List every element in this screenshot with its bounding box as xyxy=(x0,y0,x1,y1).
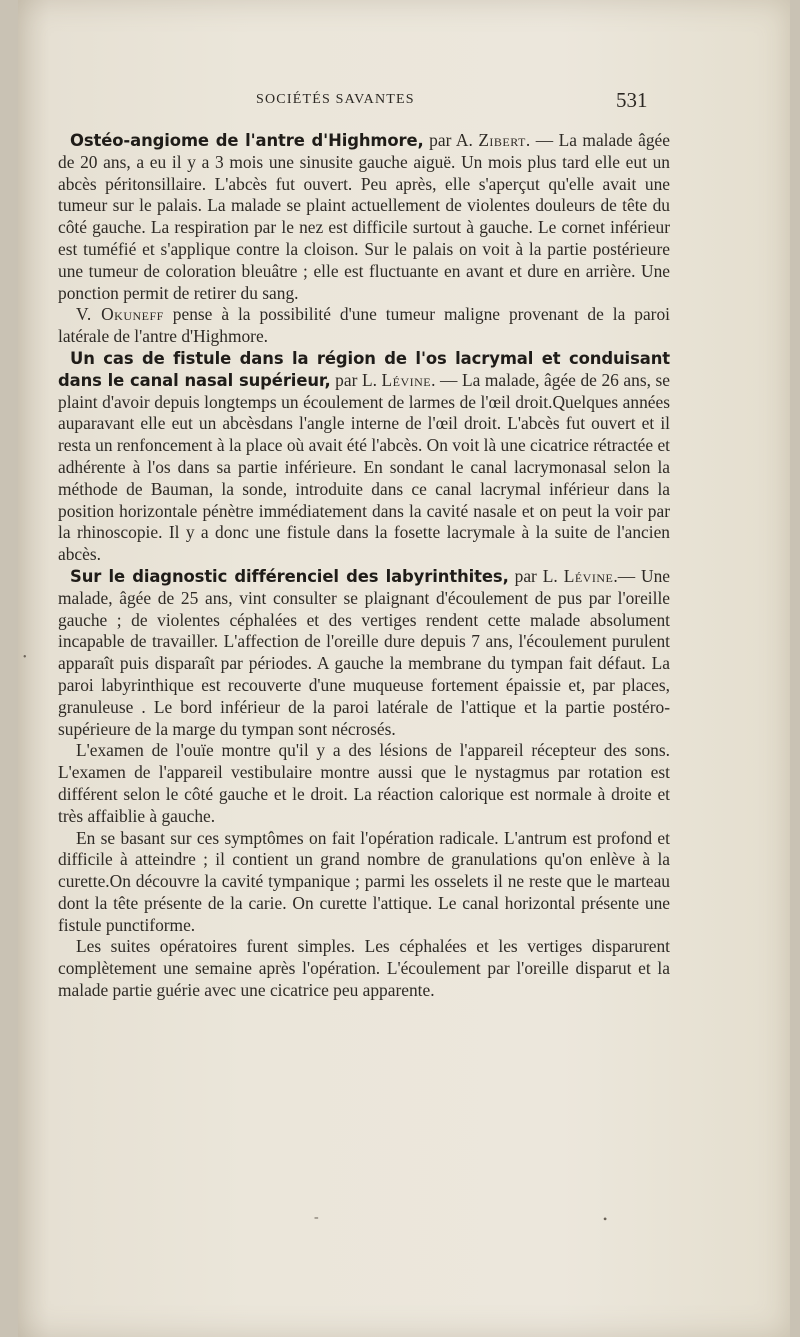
article-text: . — La malade, âgée de 26 ans, se plaint d'avoir depuis longtemps un écoulement de larmes de l'œil droit.Quelques années auparavant elle eut un abcèsdans l'angle interne de l'œil droit. L'abcès fut ouvert et il resta un renfoncement à la place où avait été l'abcès. On voit là une cicatrice rétractée et adhérente à l'os dans sa partie inférieure. En sondant le canal lacrymonasal selon la méthode de Bauman, la sonde, introduite dans ce canal lacrymal inférieur dans la position horizontale pénètre immédiatement dans la cavité nasale et on peut la voir par la rhinoscopie. Il y a donc une fistule dans la fosette lacrymale à la suite de l'ancien abcès. xyxy=(58,369,670,565)
author-prefix: par A. xyxy=(423,130,479,150)
paragraph-operation: En se basant sur ces symptômes on fait l'opération radicale. L'antrum est profond et difficile à atteindre ; il contient un grand nombre de granulations qu'on enlève à la curette.On découvre la cavité tympanique ; parmi les osselets il ne reste que le marteau dont la tête présente de la carie. On curette l'attique. Le canal horizontal présente une fistule punctiforme. xyxy=(58,827,670,935)
paragraph-suites: Les suites opératoires furent simples. Les céphalées et les vertiges disparurent complètement une semaine après l'opération. L'écoulement par l'oreille disparut et la malade partie guérie avec une cicatrice peu apparente. xyxy=(58,936,670,1001)
article-title: Un cas de fistule dans la région de l'os lacrymal et conduisant dans le canal nasal supérieur, xyxy=(58,348,670,390)
author-name: Zibert xyxy=(478,130,526,150)
running-head: SOCIÉTÉS SAVANTES xyxy=(256,92,415,107)
author-name: Lévine xyxy=(563,565,614,586)
page-header xyxy=(18,88,790,116)
article-labyrinthites xyxy=(58,566,670,740)
scanned-page xyxy=(18,0,790,1337)
author-prefix: par L. xyxy=(508,565,564,586)
scan-speck: - xyxy=(314,1210,319,1225)
article-text: .— Une malade, âgée de 25 ans, vint consulter se plaignant d'écoulement de pus par l'oreille gauche ; de violentes céphalées et des vertiges rendent cette malade absolument incapable de travailler. L'affection de l'oreille dure depuis 7 ans, l'écoulement purulent apparaît puis disparaît par périodes. A gauche la membrane du tympan fait défaut. La paroi labyrinthique est recouverte d'une muqueuse fortement épaissie et, par places, granuleuse . Le bord inférieur de la paroi latérale de l'attique et la partie postéro-supérieure de la marge du tympan sont nécrosés. xyxy=(58,565,670,739)
author-name: Lévine xyxy=(381,369,432,390)
scan-speck: • xyxy=(603,1212,608,1226)
article-text: . — La malade âgée de 20 ans, a eu il y a 3 mois une sinusite gauche aiguë. Un mois plus tard elle eut un abcès péritonsillaire. L'abcès fut ouvert. Peu après, elle s'aperçut qu'elle avait une tumeur sur le palais. La malade se plaint actuellement de violentes douleurs de tête du côté gauche. La respiration par le nez est difficile surtout à gauche. Le cornet inférieur est tuméfié et s'applique contre la cloison. Sur le palais on voit à la partie postérieure une tumeur de coloration bleuâtre ; elle est fluctuante en avant et dure en arrière. Une ponction permit de retirer du sang. xyxy=(58,130,670,303)
article-osteo-angiome xyxy=(58,130,670,304)
article-title: Sur le diagnostic différenciel des labyrinthites, xyxy=(70,566,509,586)
comment-author: V. Okuneff xyxy=(76,304,164,325)
article-column xyxy=(58,130,670,1002)
author-prefix: par L. xyxy=(330,369,382,390)
article-title: Ostéo-angiome de l'antre d'Highmore, xyxy=(70,131,424,150)
scan-speck: • xyxy=(23,652,27,663)
comment-text: pense à la possibilité d'une tumeur maligne provenant de la paroi latérale de l'antre d'Highmore. xyxy=(58,304,670,347)
article-fistule xyxy=(58,348,670,566)
page-number: 531 xyxy=(616,88,648,112)
paragraph-examen: L'examen de l'ouïe montre qu'il y a des lésions de l'appareil récepteur des sons. L'examen de l'appareil vestibulaire montre aussi que le nystagmus par rotation est différent selon le côté gauche et le droit. La réaction calorique est normale à droite et très affaiblie à gauche. xyxy=(58,740,670,826)
article-comment xyxy=(58,304,670,348)
